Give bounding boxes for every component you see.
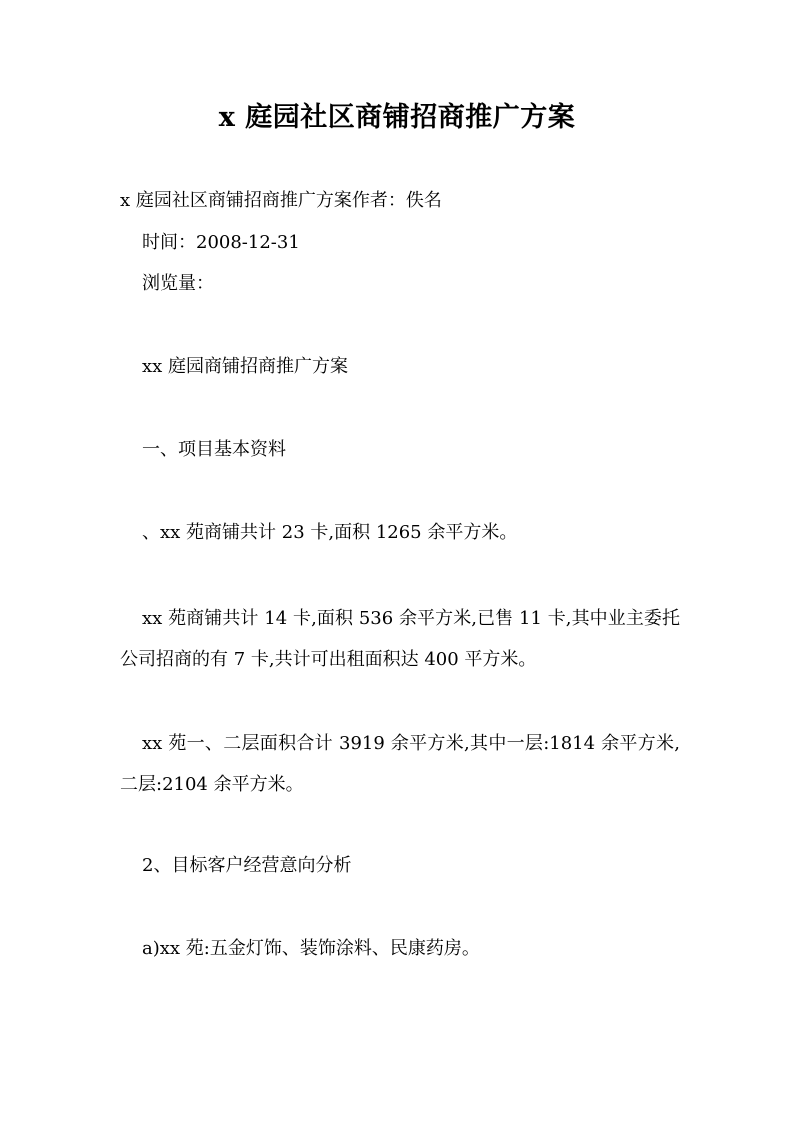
list-item-a: a)xx 苑:五金灯饰、装饰涂料、民康药房。 [142,938,480,959]
section-heading-1: 一、项目基本资料 [142,439,286,460]
document-title: x 庭园社区商铺招商推广方案 [218,102,576,133]
views-line: 浏览量： [142,273,214,294]
paragraph-3: xx 苑一、二层面积合计 3919 余平方米,其中一层:1814 余平方米,二层:2104 余平方米。 [120,733,680,795]
paragraph-2: xx 苑商铺共计 14 卡,面积 536 余平方米,已售 11 卡,其中业主委托公司招商的有 7 卡,共计可出租面积达 400 平方米。 [120,608,680,670]
list-item-1: 、xx 苑商铺共计 23 卡,面积 1265 余平方米。 [142,522,518,543]
time-line: 时间：2008-12-31 [142,232,300,253]
subtitle: xx 庭园商铺招商推广方案 [142,356,349,377]
title-author-line: x 庭园社区商铺招商推广方案作者：佚名 [120,190,442,211]
section-heading-2: 2、目标客户经营意向分析 [142,855,352,876]
